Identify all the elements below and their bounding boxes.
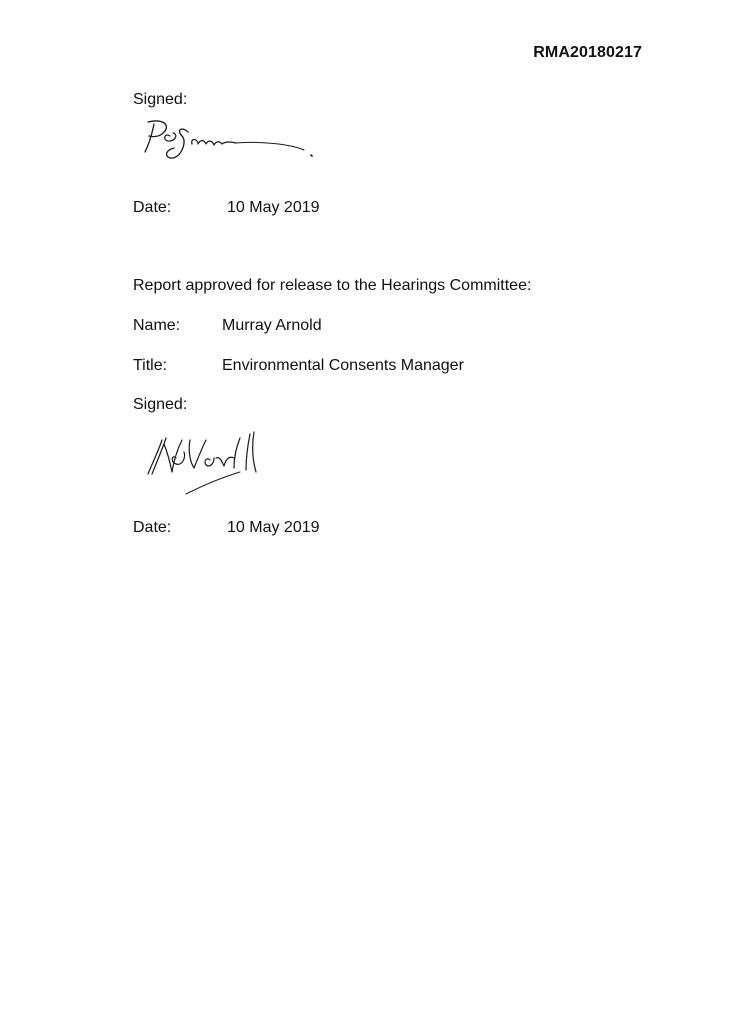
approver-date-value: 10 May 2019: [227, 519, 320, 536]
signed-label: Signed:: [133, 91, 188, 108]
approval-statement: Report approved for release to the Hearings Committee:: [133, 277, 532, 294]
approver-date-label: Date:: [133, 519, 172, 536]
approver-signed-label: Signed:: [133, 396, 188, 413]
approver-signature: [140, 428, 280, 500]
name-label: Name:: [133, 317, 181, 334]
author-signature: [140, 114, 320, 170]
title-value: Environmental Consents Manager: [222, 357, 464, 374]
name-value: Murray Arnold: [222, 317, 322, 334]
document-reference: RMA20180217: [533, 44, 642, 61]
title-label: Title:: [133, 357, 168, 374]
date-value: 10 May 2019: [227, 199, 320, 216]
date-label: Date:: [133, 199, 172, 216]
